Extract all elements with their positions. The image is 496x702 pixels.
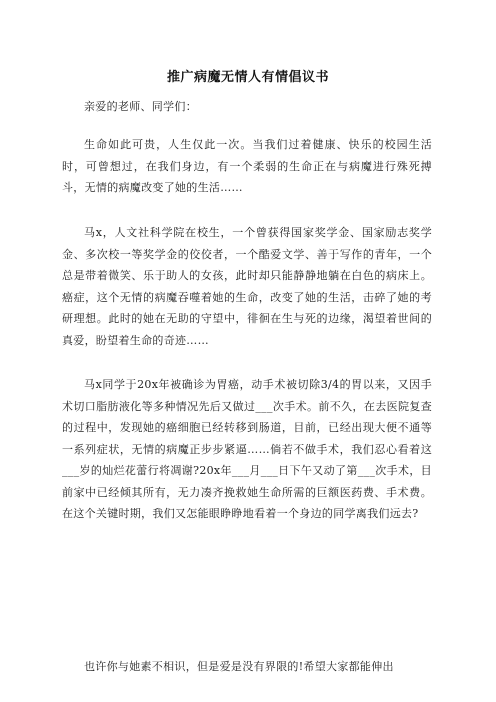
paragraph-3: 马x同学于20x年被确诊为胃癌，动手术被切除3/4的胃以来，又因手术切口脂肪液化等多种情况先后又做过___次手术。前不久，在去医院复查的过程中，发现她的癌细胞已经转移到肠道，目前，已经出现大便不通等一系列症状，无情的病魔正步步紧逼……倘若不做手术，我们忍心看着这___岁的灿烂花蕾行将凋谢?20x年___月___日下午又动了第___次手术，目前家中已经倾其所有，无力凑齐挽救她生命所需的巨额医药费、手术费。在这个关键时期，我们又怎能眼睁睁地看着一个身边的同学离我们远去? [62,378,432,520]
paragraph-1: 生命如此可贵，人生仅此一次。当我们过着健康、快乐的校园生活时，可曾想过，在我们身边，有一个柔弱的生命正在与病魔进行殊死搏斗，无情的病魔改变了她的生活…… [62,138,432,194]
paragraph-2: 马x，人文社科学院在校生，一个曾获得国家奖学金、国家励志奖学金、多次校一等奖学金的佼佼者，一个酷爱文学、善于写作的青年，一个总是带着微笑、乐于助人的女孩，此时却只能静静地躺在白色的病床上。癌症，这个无情的病魔吞噬着她的生命，改变了她的生活，击碎了她的考研理想。此时的她在无助的守望中，徘徊在生与死的边缘，渴望着世间的真爱，盼望着生命的奇迹…… [62,226,432,347]
salutation: 亲爱的老师、同学们： [84,100,197,113]
paragraph-4: 也许你与她素不相识，但是爱是没有界限的!希望大家都能伸出 [84,660,394,673]
document-title: 推广病魔无情人有情倡议书 [166,70,329,85]
